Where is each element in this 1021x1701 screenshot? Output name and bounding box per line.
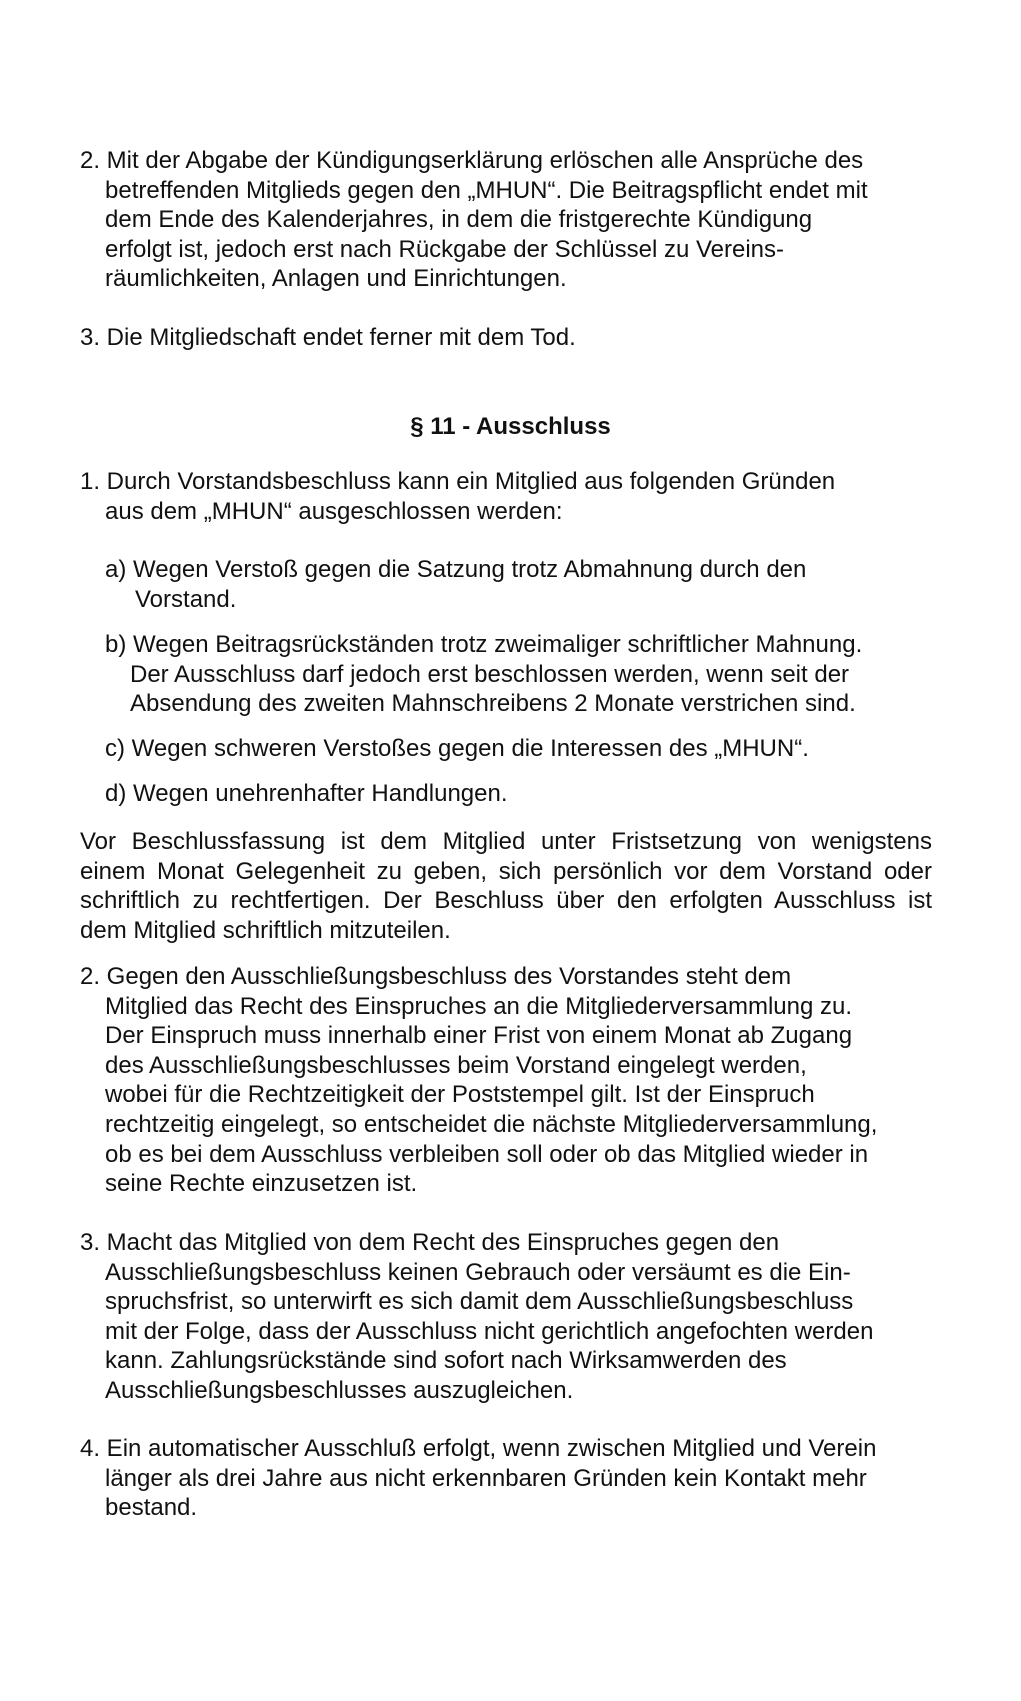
text-line: Ausschließungsbeschluss keinen Gebrauch oder versäumt es die Ein-: [105, 1258, 851, 1286]
text-line: c) Wegen schweren Verstoßes gegen die Interessen des „MHUN“.: [105, 735, 809, 762]
termination-item-3: [80, 323, 576, 353]
text-line: dem Ende des Kalenderjahres, in dem die fristgerechte Kündigung: [105, 206, 813, 234]
exclusion-item-1: [80, 467, 835, 526]
exclusion-reason-d: [80, 779, 508, 809]
exclusion-reason-b: [80, 630, 862, 719]
termination-item-2: [80, 146, 868, 294]
text-line: 2. Gegen den Ausschließungsbeschluss des Vorstandes steht dem: [80, 963, 792, 990]
text-line: Vor Beschlussfassung ist dem Mitglied unter Fristsetzung von wenigstens: [80, 828, 932, 855]
text-line: Vorstand.: [135, 585, 237, 613]
text-line: ob es bei dem Ausschluss verbleiben soll oder ob das Mitglied wieder in: [105, 1140, 869, 1168]
text-line: 3. Die Mitgliedschaft endet ferner mit dem Tod.: [80, 324, 576, 351]
text-line: 2. Mit der Abgabe der Kündigungserklärung erlöschen alle Ansprüche des: [80, 147, 864, 174]
exclusion-reason-a: [80, 555, 806, 614]
text-line: 4. Ein automatischer Ausschluß erfolgt, wenn zwischen Mitglied und Verein: [80, 1435, 877, 1462]
exclusion-reason-c: [80, 734, 809, 764]
text-line: Der Ausschluss darf jedoch erst beschlossen werden, wenn seit der: [130, 660, 850, 688]
text-line: bestand.: [105, 1494, 198, 1522]
text-line: 3. Macht das Mitglied von dem Recht des Einspruches gegen den: [80, 1229, 780, 1256]
text-line: b) Wegen Beitragsrückständen trotz zweimaliger schriftlicher Mahnung.: [105, 631, 863, 658]
text-line: wobei für die Rechtzeitigkeit der Poststempel gilt. Ist der Einspruch: [105, 1081, 815, 1109]
text-line: betreffenden Mitglieds gegen den „MHUN“. Die Beitragspflicht endet mit: [105, 176, 868, 204]
text-line: aus dem „MHUN“ ausgeschlossen werden:: [105, 497, 563, 525]
text-line: länger als drei Jahre aus nicht erkennbaren Gründen kein Kontakt mehr: [105, 1464, 867, 1492]
text-line: spruchsfrist, so unterwirft es sich damit dem Ausschließungsbeschluss: [105, 1288, 854, 1316]
text-line: d) Wegen unehrenhafter Handlungen.: [105, 780, 508, 807]
hearing-paragraph: [80, 827, 932, 945]
text-line: dem Mitglied schriftlich mitzuteilen.: [80, 916, 451, 944]
text-line: erfolgt ist, jedoch erst nach Rückgabe der Schlüssel zu Vereins-: [105, 235, 785, 263]
text-line: kann. Zahlungsrückstände sind sofort nach Wirksamwerden des: [105, 1347, 787, 1375]
text-line: des Ausschließungsbeschlusses beim Vorstand eingelegt werden,: [105, 1051, 807, 1079]
exclusion-item-3: [80, 1228, 873, 1406]
text-line: 1. Durch Vorstandsbeschluss kann ein Mitglied aus folgenden Gründen: [80, 468, 836, 495]
text-line: mit der Folge, dass der Ausschluss nicht gerichtlich angefochten werden: [105, 1317, 874, 1345]
text-line: einem Monat Gelegenheit zu geben, sich persönlich vor dem Vorstand oder: [80, 857, 932, 885]
text-line: Mitglied das Recht des Einspruches an die Mitgliederversammlung zu.: [105, 992, 853, 1020]
text-line: schriftlich zu rechtfertigen. Der Beschluss über den erfolgten Ausschluss ist: [80, 887, 932, 914]
text-line: rechtzeitig eingelegt, so entscheidet die nächste Mitgliederversammlung,: [105, 1110, 878, 1138]
text-line: Der Einspruch muss innerhalb einer Frist von einem Monat ab Zugang: [105, 1022, 853, 1050]
text-line: Ausschließungsbeschlusses auszugleichen.: [105, 1376, 574, 1404]
text-line: a) Wegen Verstoß gegen die Satzung trotz Abmahnung durch den: [105, 556, 807, 583]
exclusion-item-4: [80, 1434, 876, 1523]
exclusion-item-2: [80, 962, 877, 1199]
section-heading: § 11 - Ausschluss: [410, 413, 611, 440]
text-line: Absendung des zweiten Mahnschreibens 2 Monate verstrichen sind.: [130, 690, 856, 718]
text-line: seine Rechte einzusetzen ist.: [105, 1170, 418, 1198]
text-line: räumlichkeiten, Anlagen und Einrichtungen.: [105, 265, 567, 293]
